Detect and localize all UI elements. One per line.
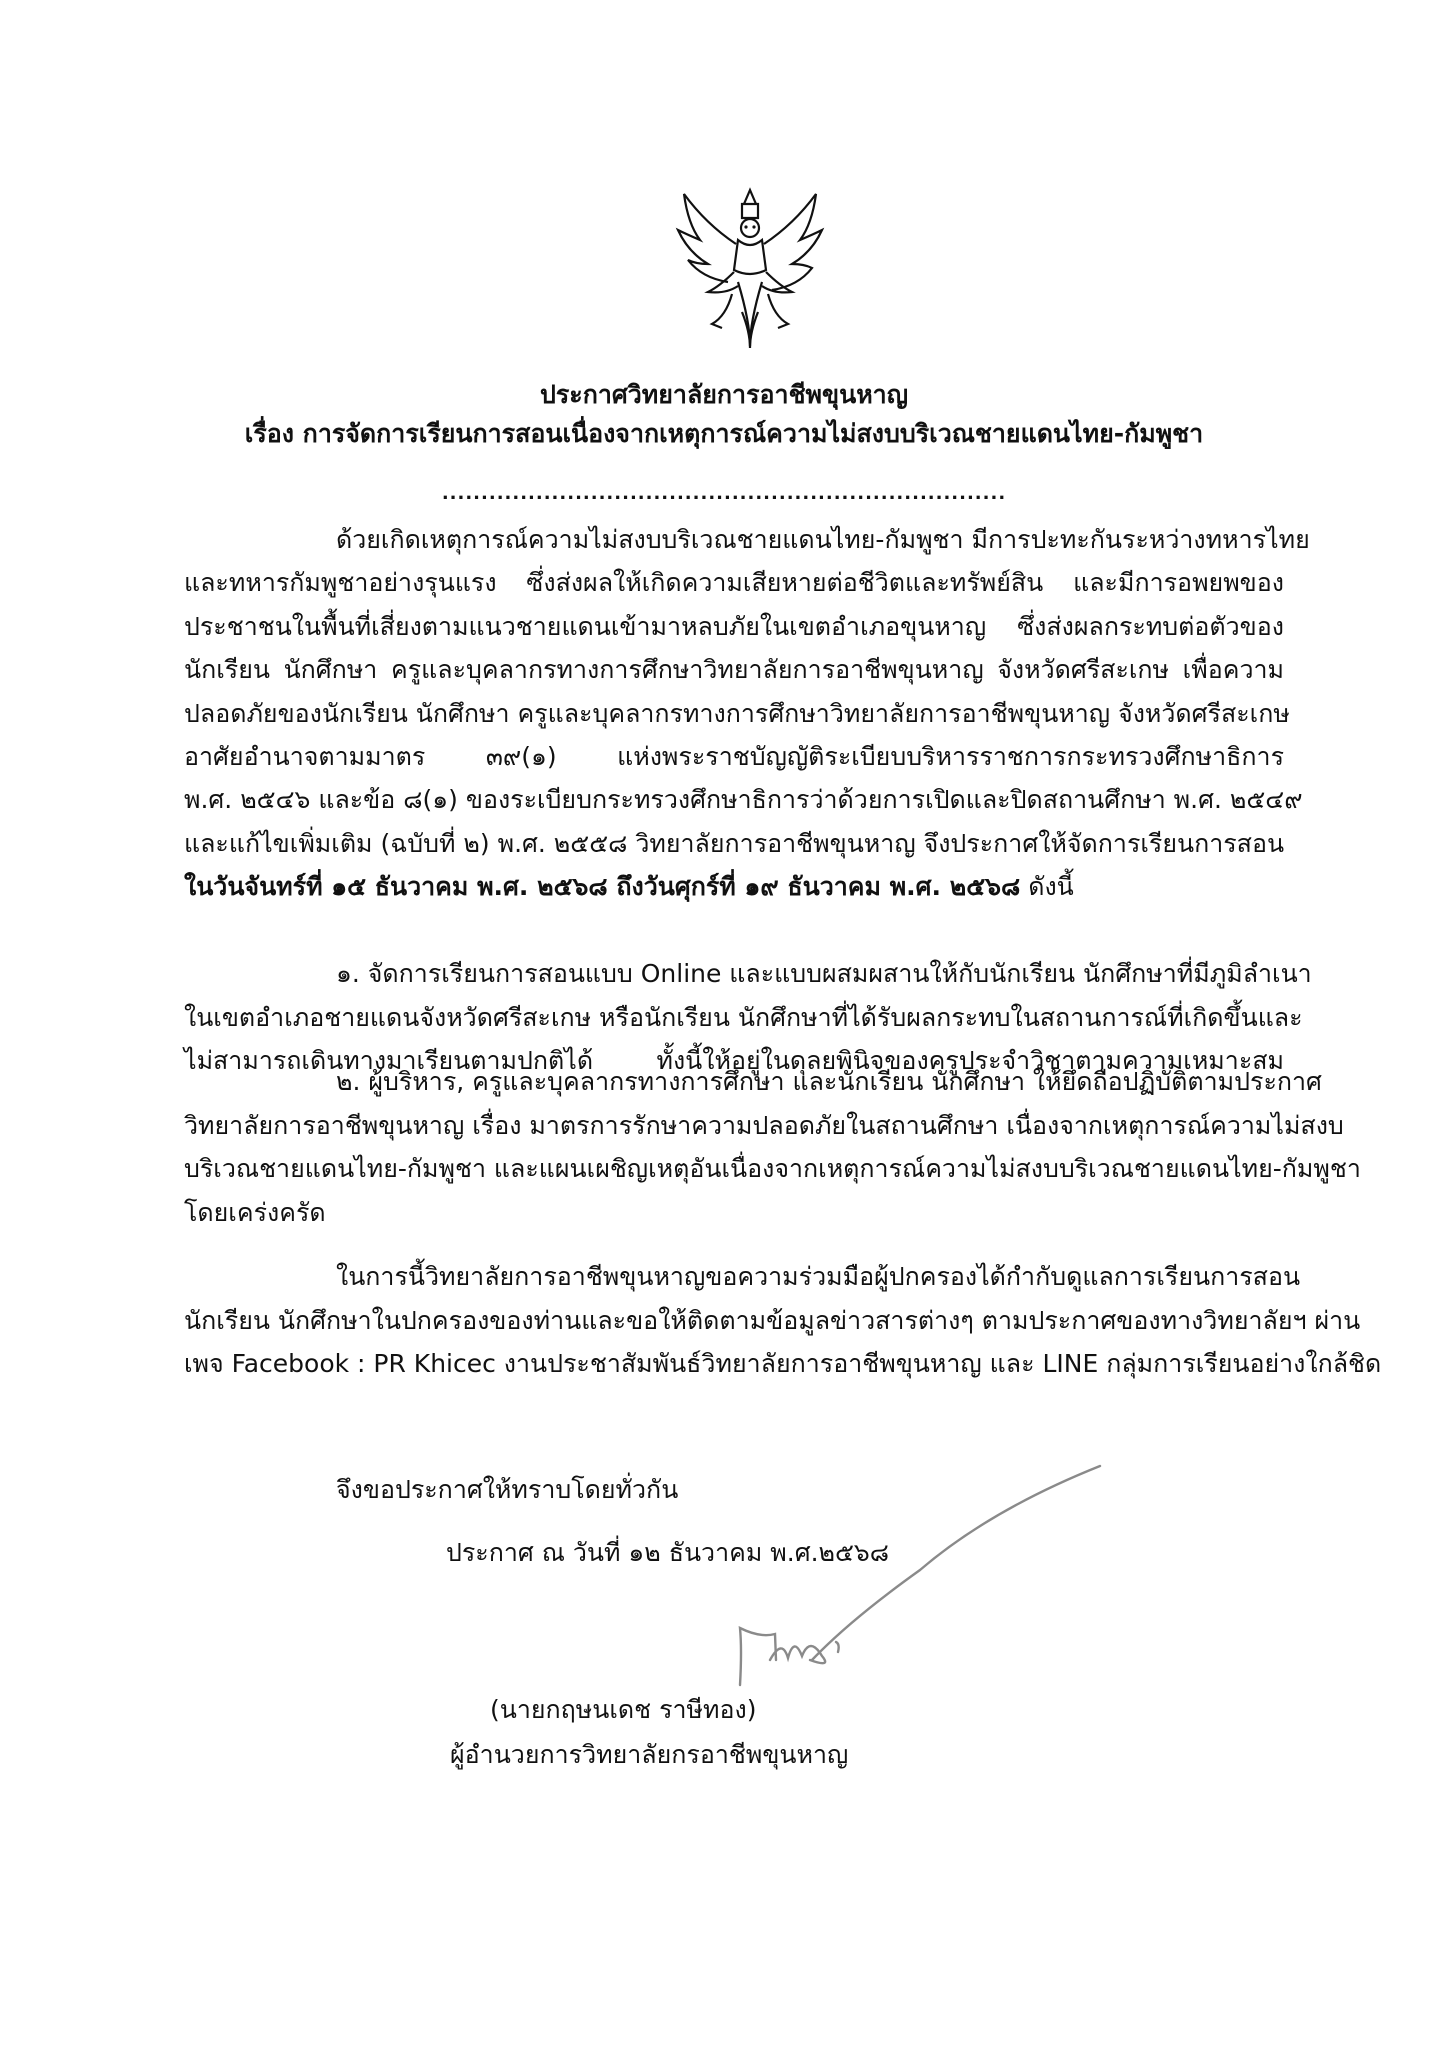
item1-line: ๑. จัดการเรียนการสอนแบบ Online และแบบผสมผสานให้กับนักเรียน นักศึกษาที่มีภูมิลำเนา [336,959,1312,988]
garuda-emblem-icon [672,182,828,352]
date-range: ในวันจันทร์ที่ ๑๕ ธันวาคม พ.ศ. ๒๕๖๘ ถึงวันศุกร์ที่ ๑๙ ธันวาคม พ.ศ. ๒๕๖๘ [184,872,1021,901]
signer-position: ผู้อำนวยการวิทยาลัยกรอาชีพขุนหาญ [450,1740,849,1769]
document-title: ประกาศวิทยาลัยการอาชีพขุนหาญ [539,380,909,409]
item2-line: ๒. ผู้บริหาร, ครูและบุคลากรทางการศึกษา และนักเรียน นักศึกษา ให้ยึดถือปฏิบัติตามประกาศ [336,1067,1322,1096]
item2-line: บริเวณชายแดนไทย-กัมพูชา และแผนเผชิญเหตุอันเนื่องจากเหตุการณ์ความไม่สงบบริเวณชายแดนไทย-กัมพูชา [184,1154,1361,1183]
intro-line: ด้วยเกิดเหตุการณ์ความไม่สงบบริเวณชายแดนไทย-กัมพูชา มีการปะทะกันระหว่างทหารไทย [336,525,1310,554]
intro-tail: ดังนี้ [1020,872,1074,901]
signature-icon [520,1460,1120,1720]
intro-last-line [184,867,1074,907]
title-separator: ........................................................................ [441,483,1007,504]
intro-line: พ.ศ. ๒๕๔๖ และข้อ ๘(๑) ของระเบียบกระทรวงศึกษาธิการว่าด้วยการเปิดและปิดสถานศึกษา พ.ศ. ๒๕๔๙ [184,785,1303,814]
signer-name: (นายกฤษนเดช ราษีทอง) [490,1695,757,1724]
item2-line: โดยเคร่งครัด [184,1198,326,1227]
intro-line: นักเรียน นักศึกษา ครูและบุคลากรทางการศึกษาวิทยาลัยการอาชีพขุนหาญ จังหวัดศรีสะเกษ เพื่อความ [184,655,1284,684]
item1-line: ไม่สามารถเดินทางมาเรียนตามปกติได้ ทั้งนี้ให้อยู่ในดุลยพินิจของครูประจำวิชาตามความเหมาะสม [184,1046,1284,1075]
intro-line: และแก้ไขเพิ่มเติม (ฉบับที่ ๒) พ.ศ. ๒๕๕๘ วิทยาลัยการอาชีพขุนหาญ จึงประกาศให้จัดการเรียนการสอน [184,829,1285,858]
announce-text: จึงขอประกาศให้ทราบโดยทั่วกัน [336,1475,679,1504]
closing-line: นักเรียน นักศึกษาในปกครองของท่านและขอให้ติดตามข้อมูลข่าวสารต่างๆ ตามประกาศของทางวิทยาลัยฯ ผ่าน [184,1306,1361,1335]
closing-line: เพจ Facebook : PR Khicec งานประชาสัมพันธ์วิทยาลัยการอาชีพขุนหาญ และ LINE กลุ่มการเรียนอย่างใกล้ชิด [184,1349,1382,1378]
intro-line: และทหารกัมพูชาอย่างรุนแรง ซึ่งส่งผลให้เกิดความเสียหายต่อชีวิตและทรัพย์สิน และมีการอพยพของ [184,568,1284,597]
item1-line: ในเขตอำเภอชายแดนจังหวัดศรีสะเกษ หรือนักเรียน นักศึกษาที่ได้รับผลกระทบในสถานการณ์ที่เกิดขึ้นและ [184,1003,1303,1032]
intro-line: อาศัยอำนาจตามมาตร ๓๙(๑) แห่งพระราชบัญญัติระเบียบบริหารราชการกระทรวงศึกษาธิการ [184,742,1284,771]
intro-line: ประชาชนในพื้นที่เสี่ยงตามแนวชายแดนเข้ามาหลบภัยในเขตอำเภอขุนหาญ ซึ่งส่งผลกระทบต่อตัวของ [184,612,1284,641]
closing-line: ในการนี้วิทยาลัยการอาชีพขุนหาญขอความร่วมมือผู้ปกครองได้กำกับดูแลการเรียนการสอน [336,1262,1301,1291]
document-subject: เรื่อง การจัดการเรียนการสอนเนื่องจากเหตุการณ์ความไม่สงบบริเวณชายแดนไทย-กัมพูชา [244,419,1204,448]
intro-line: ปลอดภัยของนักเรียน นักศึกษา ครูและบุคลากรทางการศึกษาวิทยาลัยการอาชีพขุนหาญ จังหวัดศรีสะเกษ [184,699,1290,728]
announce-date: ประกาศ ณ วันที่ ๑๒ ธันวาคม พ.ศ.๒๕๖๘ [446,1538,890,1567]
item2-line: วิทยาลัยการอาชีพขุนหาญ เรื่อง มาตรการรักษาความปลอดภัยในสถานศึกษา เนื่องจากเหตุการณ์ความไม่สงบ [184,1111,1344,1140]
